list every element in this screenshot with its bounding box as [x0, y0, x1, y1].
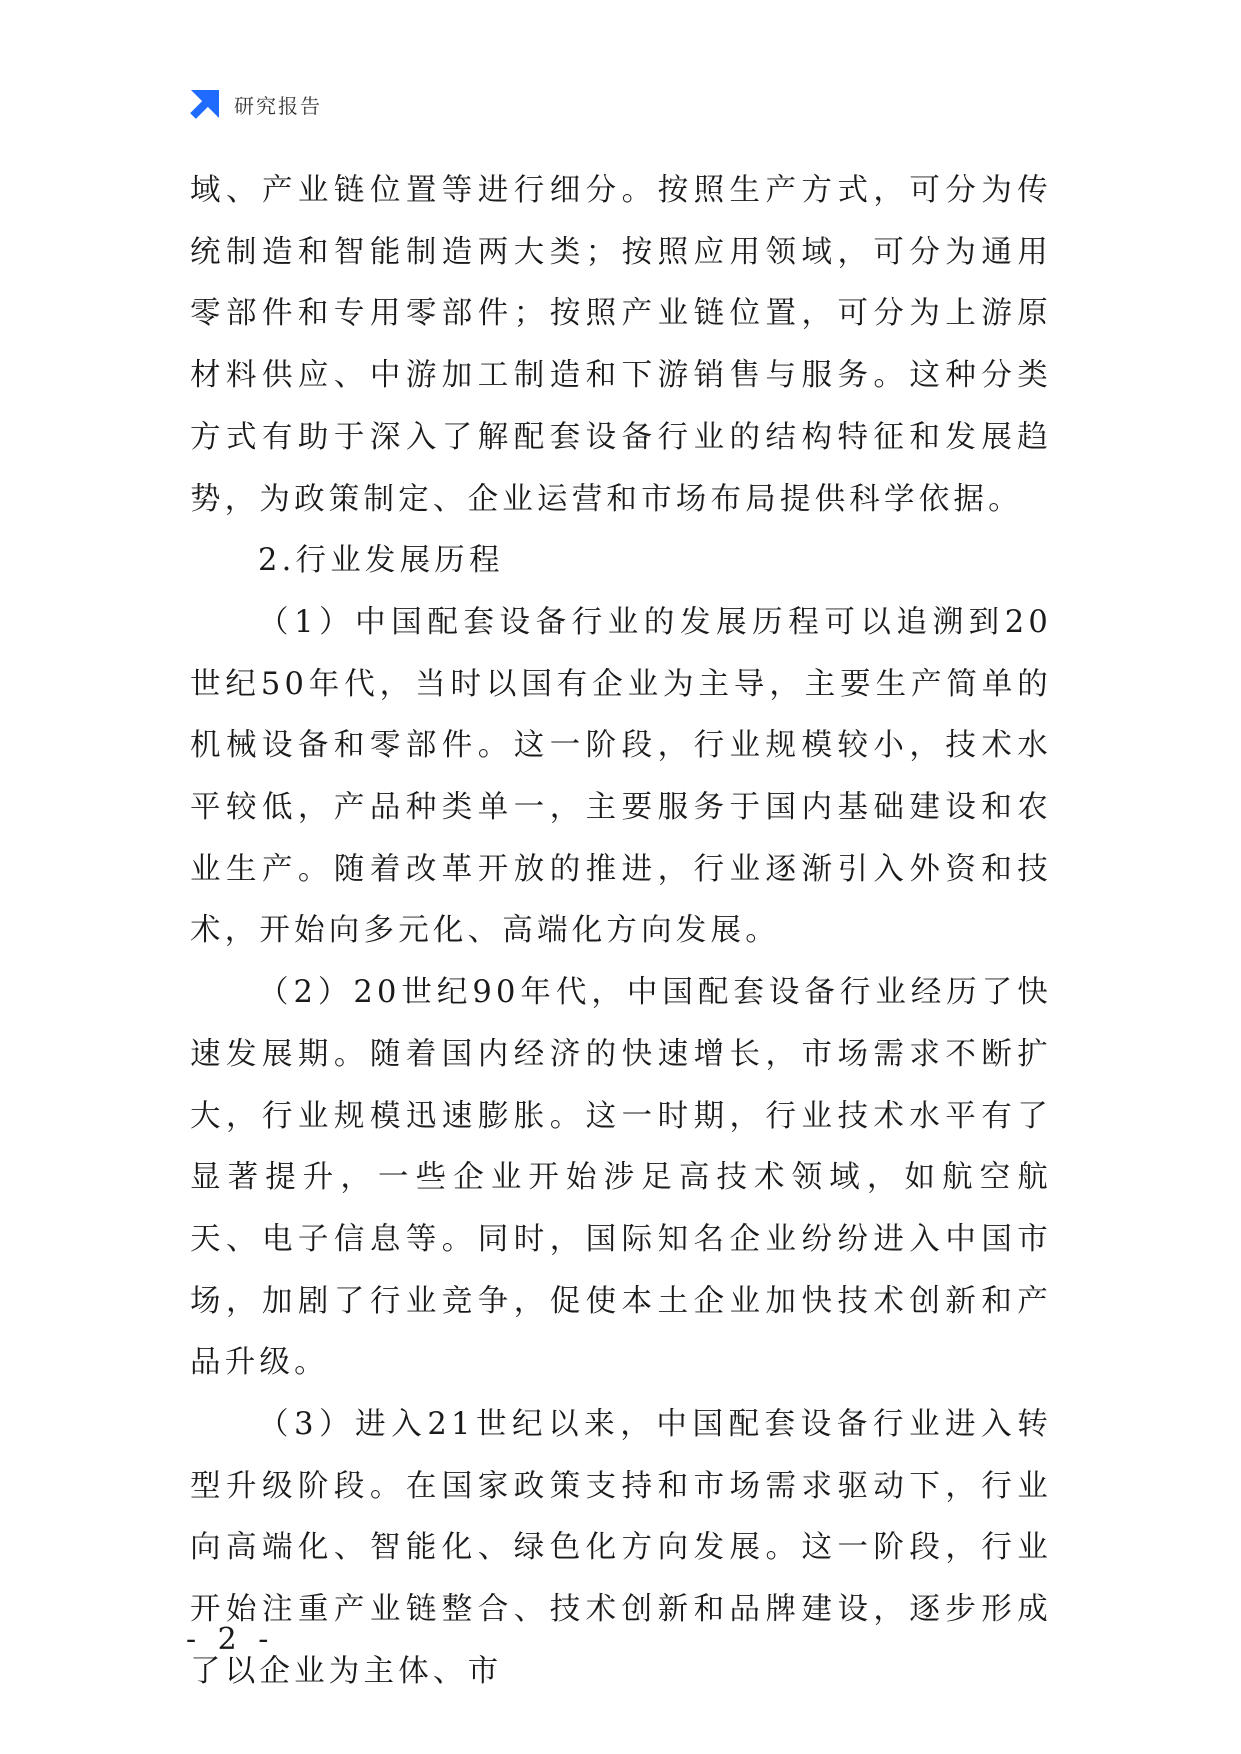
header-title: 研究报告	[234, 93, 322, 118]
page-header	[188, 86, 322, 122]
paragraph-2: （2）20世纪90年代，中国配套设备行业经历了快速发展期。随着国内经济的快速增长，市场需求不断扩大，行业规模迅速膨胀。这一时期，行业技术水平有了显著提升，一些企业开始涉足高技术领域，如航空航天、电子信息等。同时，国际知名企业纷纷进入中国市场，加剧了行业竞争，促使本土企业加快技术创新和产品升级。	[190, 975, 1052, 1381]
page-number: - 2 -	[186, 1622, 275, 1657]
paragraph-1: （1）中国配套设备行业的发展历程可以追溯到20世纪50年代，当时以国有企业为主导，主要生产简单的机械设备和零部件。这一阶段，行业规模较小，技术水平较低，产品种类单一，主要服务于国内基础建设和农业生产。随着改革开放的推进，行业逐渐引入外资和技术，开始向多元化、高端化方向发展。	[190, 604, 1052, 949]
paragraph-3: （3）进入21世纪以来，中国配套设备行业进入转型升级阶段。在国家政策支持和市场需求驱动下，行业向高端化、智能化、绿色化方向发展。这一阶段，行业开始注重产业链整合、技术创新和品牌建设，逐步形成了以企业为主体、市	[190, 1407, 1052, 1689]
paragraph-continued: 域、产业链位置等进行细分。按照生产方式，可分为传统制造和智能制造两大类；按照应用领域，可分为通用零部件和专用零部件；按照产业链位置，可分为上游原材料供应、中游加工制造和下游销售与服务。这种分类方式有助于深入了解配套设备行业的结构特征和发展趋势，为政策制定、企业运营和市场布局提供科学依据。	[190, 173, 1052, 517]
arrow-up-right-icon	[188, 87, 222, 121]
document-body	[190, 160, 1052, 1703]
section-heading: 2.行业发展历程	[258, 543, 504, 579]
